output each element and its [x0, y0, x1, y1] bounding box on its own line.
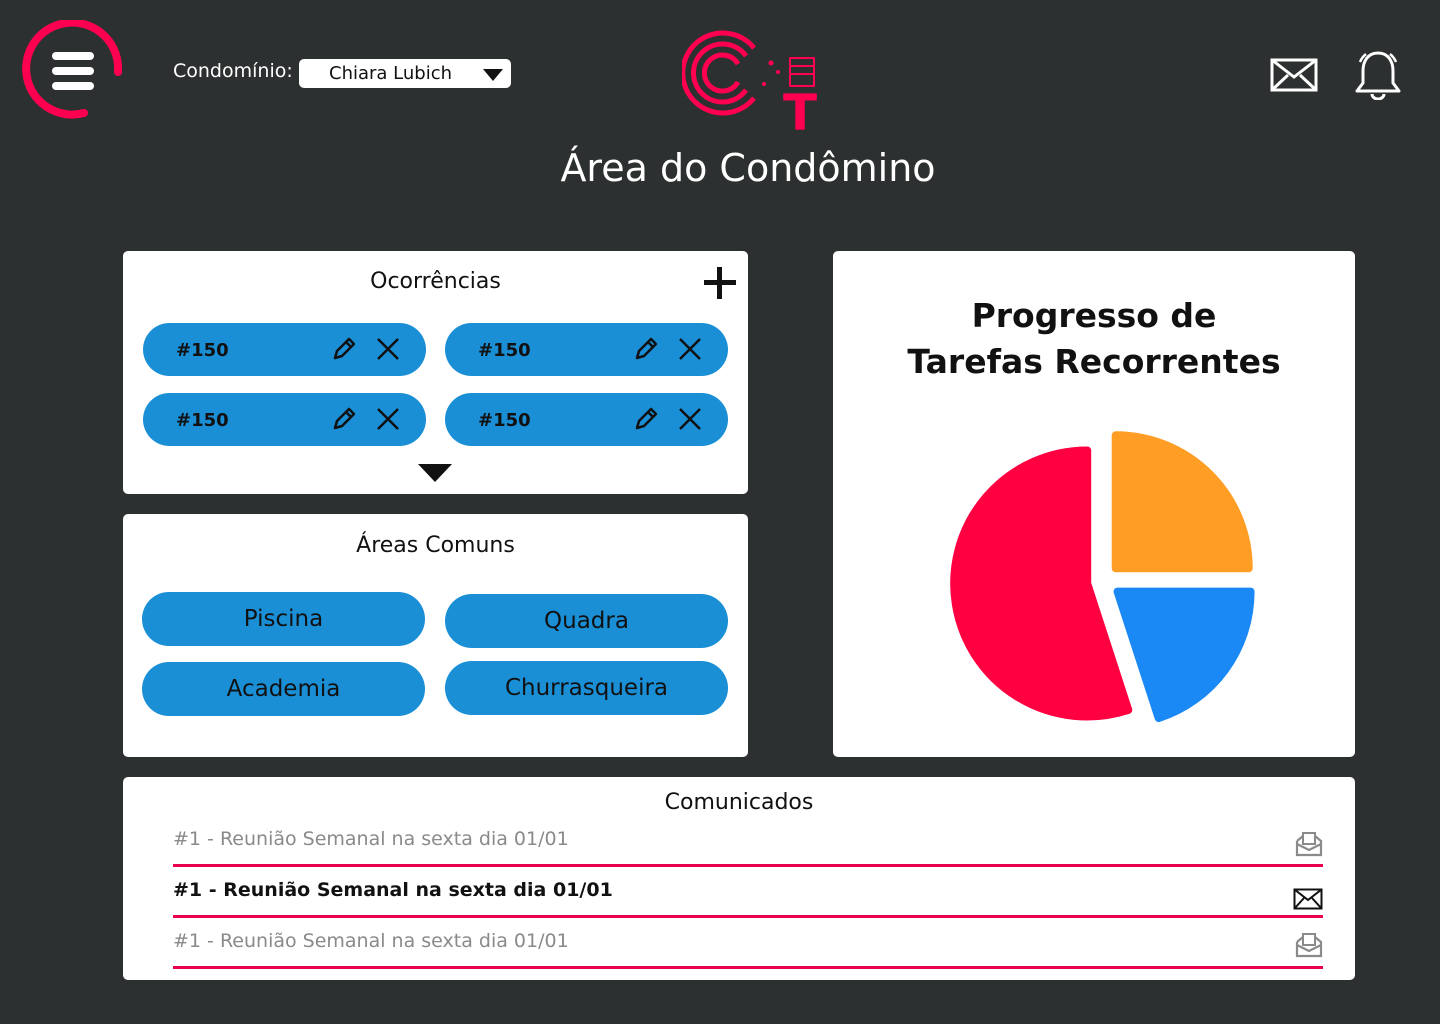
close-icon[interactable] [376, 337, 400, 361]
pie-slice-red [954, 451, 1128, 717]
ocorrencia-item[interactable] [143, 323, 426, 376]
notification-button[interactable] [1354, 50, 1402, 104]
edit-icon[interactable] [633, 406, 659, 432]
ocorrencias-title: Ocorrências [370, 269, 501, 294]
areas-comuns-title: Áreas Comuns [356, 533, 515, 558]
mail-button[interactable] [1270, 58, 1318, 96]
menu-icon [22, 20, 122, 120]
close-icon[interactable] [376, 407, 400, 431]
areas-comuns-card [123, 514, 748, 757]
ocorrencia-id: #150 [478, 340, 531, 361]
app-logo [682, 28, 822, 132]
close-icon[interactable] [678, 337, 702, 361]
mail-icon [1293, 888, 1323, 910]
mail-icon [1270, 58, 1318, 92]
comunicado-item[interactable] [173, 865, 1323, 918]
comunicados-card [123, 777, 1355, 980]
mail-open-icon [1295, 831, 1323, 857]
close-icon[interactable] [678, 407, 702, 431]
logo-letter: T [782, 84, 818, 132]
edit-icon[interactable] [331, 336, 357, 362]
area-button-piscina[interactable]: Piscina [142, 592, 425, 646]
condominio-select[interactable] [299, 59, 511, 88]
comunicado-item[interactable] [173, 916, 1323, 969]
area-button-quadra[interactable]: Quadra [445, 594, 728, 648]
menu-button[interactable] [22, 20, 122, 120]
ocorrencia-id: #150 [176, 410, 229, 431]
comunicado-item[interactable] [173, 814, 1323, 867]
chart-card [833, 251, 1355, 757]
page-title: Área do Condômino [560, 146, 936, 190]
ocorrencia-item[interactable] [143, 393, 426, 446]
condominio-value: Chiara Lubich [329, 63, 453, 84]
bell-icon [1354, 50, 1402, 100]
edit-icon[interactable] [633, 336, 659, 362]
pie-slice-orange [1116, 435, 1249, 568]
chart-title-line: Progresso de [971, 296, 1217, 335]
comunicados-title: Comunicados [664, 790, 814, 815]
chevron-down-icon [483, 69, 503, 81]
ocorrencia-id: #150 [478, 410, 531, 431]
comunicado-text: #1 - Reunião Semanal na sexta dia 01/01 [173, 930, 569, 952]
chart-title-line: Tarefas Recorrentes [907, 342, 1281, 381]
pie-slice-blue [1118, 592, 1251, 718]
ocorrencia-item[interactable] [445, 323, 728, 376]
comunicado-text: #1 - Reunião Semanal na sexta dia 01/01 [173, 828, 569, 850]
condominio-label: Condomínio: [173, 60, 293, 82]
pie-chart [833, 251, 1355, 757]
add-ocorrencia-icon[interactable] [703, 266, 737, 300]
area-button-churrasqueira[interactable]: Churrasqueira [445, 661, 728, 715]
ocorrencia-id: #150 [176, 340, 229, 361]
comunicado-text: #1 - Reunião Semanal na sexta dia 01/01 [173, 879, 613, 901]
ocorrencias-card [123, 251, 748, 494]
ocorrencia-item[interactable] [445, 393, 728, 446]
expand-chevron-icon[interactable] [418, 464, 452, 484]
mail-open-icon [1295, 932, 1323, 958]
area-button-academia[interactable]: Academia [142, 662, 425, 716]
edit-icon[interactable] [331, 406, 357, 432]
